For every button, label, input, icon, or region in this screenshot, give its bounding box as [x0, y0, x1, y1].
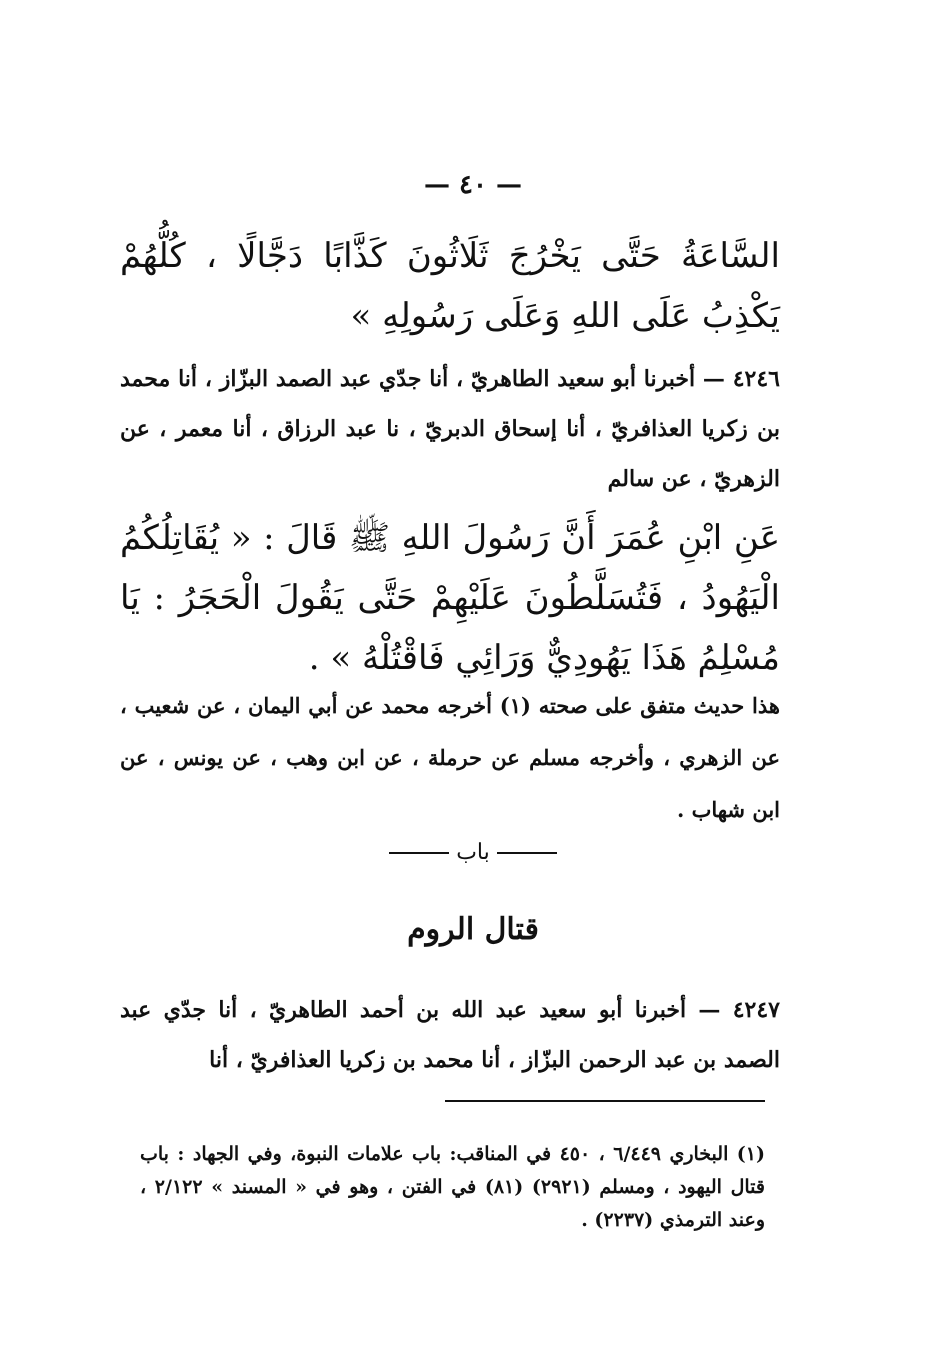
bab-label: باب: [456, 840, 490, 865]
top-hadith-text: السَّاعَةُ حَتَّى يَخْرُجَ ثَلَاثُونَ كَذَّابًا دَجَّالًا ، كُلُّهُمْ يَكْذِبُ عَلَى اللهِ وَعَلَى رَسُولِهِ »: [120, 236, 780, 336]
hadith-4246-matn: عَنِ ابْنِ عُمَرَ أَنَّ رَسُولَ اللهِ ﷺ قَالَ : « يُقَاتِلُكُمُ الْيَهُودُ ، فَتُسَلَّطُونَ عَلَيْهِمْ حَتَّى يَقُولَ الْحَجَرُ : يَا مُسْلِمُ هَذَا يَهُودِيٌّ وَرَائِي فَاقْتُلْهُ » .: [120, 518, 780, 678]
page-number: — ٤٠ —: [423, 170, 523, 200]
hadith-4247-isnad: ٤٢٤٧ — أخبرنا أبو سعيد عبد الله بن أحمد الطاهريّ ، أنا جدّي عبد الصمد بن عبد الرحمن البزّاز ، أنا محمد بن زكريا العذافريّ ، أنا: [120, 997, 780, 1073]
hadith-4246-isnad: ٤٢٤٦ — أخبرنا أبو سعيد الطاهريّ ، أنا جدّي عبد الصمد البزّاز ، أنا محمد بن زكريا العذافريّ ، أنا إسحاق الدبريّ ، نا عبد الرزاق ، أنا معمر ، عن الزهريّ ، عن سالم: [120, 366, 780, 492]
footnote-divider: [445, 1100, 765, 1102]
bab-rule-left: [497, 852, 557, 854]
chapter-title: قتال الروم: [407, 912, 539, 947]
bab-rule-right: [389, 852, 449, 854]
hadith-4246-takhrij: هذا حديث متفق على صحته (١) أخرجه محمد عن أبي اليمان ، عن شعيب ، عن الزهري ، وأخرجه مسلم عن حرملة ، عن ابن وهب ، عن يونس ، عن ابن شهاب .: [120, 693, 780, 822]
footnote-text: (١) البخاري ٦/٤٤٩ ، ٤٥٠ في المناقب: باب علامات النبوة، وفي الجهاد : باب قتال اليهود ، ومسلم (٢٩٢١) (٨١) في الفتن ، وهو في « المسند » ٢/١٢٢ ، وعند الترمذي (٢٢٣٧) .: [140, 1143, 765, 1231]
bab-heading: [0, 840, 946, 865]
